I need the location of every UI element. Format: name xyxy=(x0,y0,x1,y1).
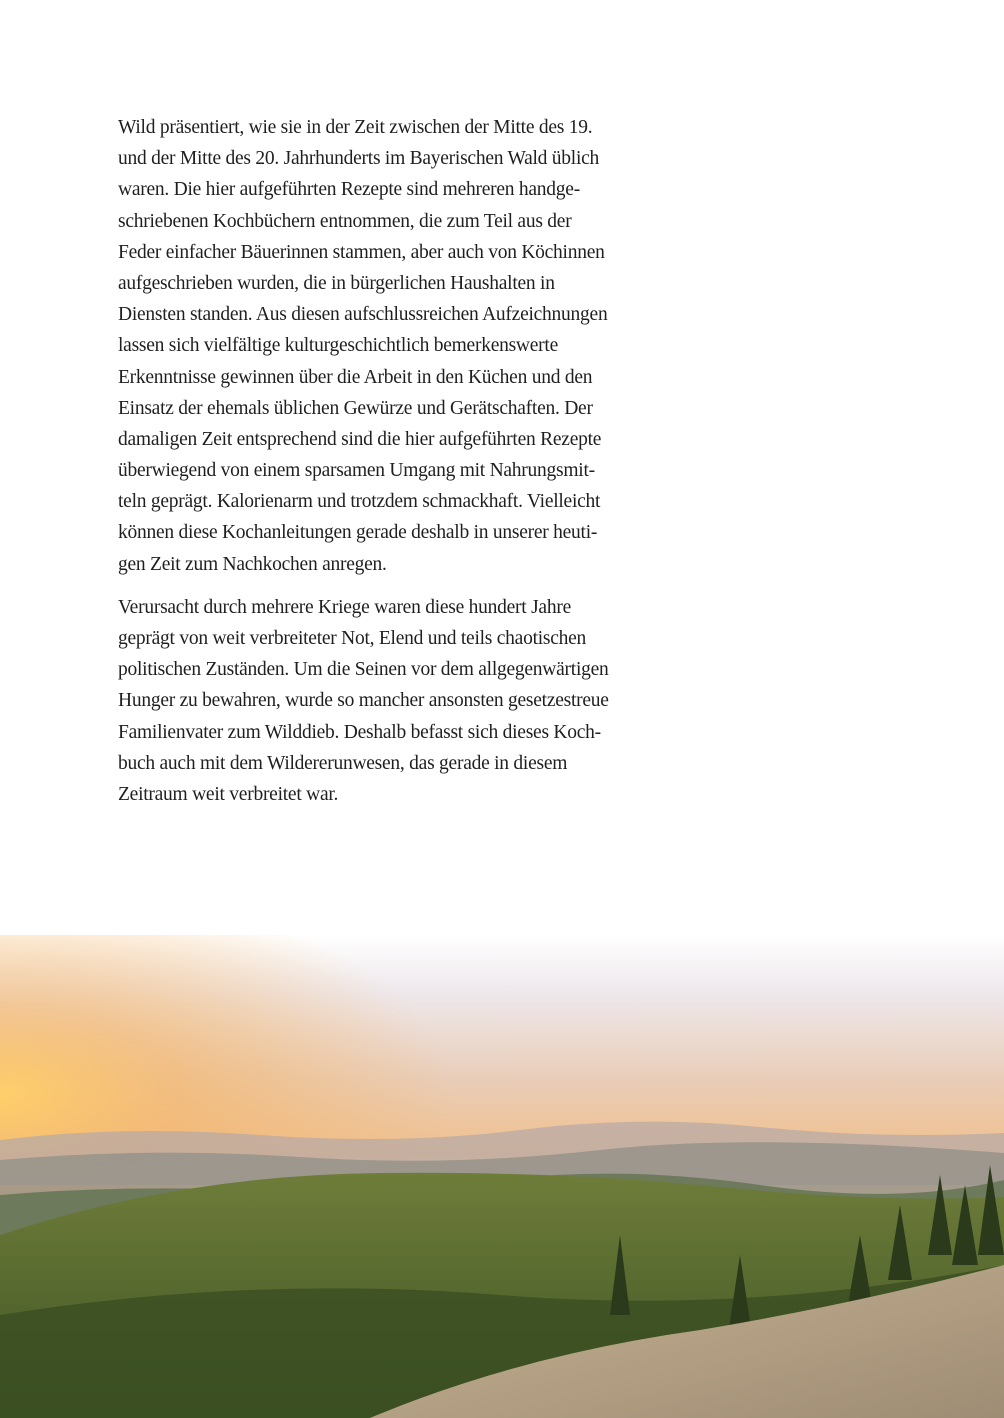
text-line: Zeitraum weit verbreitet war. xyxy=(118,783,339,805)
text-line: buch auch mit dem Wildererunwesen, das gerade in diesem xyxy=(118,752,568,774)
text-line: lassen sich vielfältige kulturgeschichtlich bemerkenswerte xyxy=(118,335,558,357)
text-line: Hunger zu bewahren, wurde so mancher ansonsten gesetzestreue xyxy=(118,690,609,712)
text-line: Verursacht durch mehrere Kriege waren diese hundert Jahre xyxy=(118,596,571,618)
text-line: Diensten standen. Aus diesen aufschlussreichen Aufzeichnungen xyxy=(118,304,608,326)
text-line: Einsatz der ehemals üblichen Gewürze und Gerätschaften. Der xyxy=(118,397,593,419)
paragraph xyxy=(118,592,738,810)
paragraph xyxy=(118,112,738,580)
text-line: waren. Die hier aufgeführten Rezepte sind mehreren handge- xyxy=(118,179,580,201)
text-line: politischen Zuständen. Um die Seinen vor dem allgegenwärtigen xyxy=(118,659,609,681)
text-line: überwiegend von einem sparsamen Umgang mit Nahrungsmit- xyxy=(118,460,595,482)
text-line: Feder einfacher Bäuerinnen stammen, aber auch von Köchinnen xyxy=(118,241,605,263)
text-line: gen Zeit zum Nachkochen anregen. xyxy=(118,553,387,575)
text-line: können diese Kochanleitungen gerade deshalb in unserer heuti- xyxy=(118,522,598,544)
text-line: Familienvater zum Wilddieb. Deshalb befasst sich dieses Koch- xyxy=(118,721,601,743)
body-text xyxy=(118,112,738,822)
text-line: schriebenen Kochbüchern entnommen, die zum Teil aus der xyxy=(118,210,572,232)
text-line: damaligen Zeit entsprechend sind die hier aufgeführten Rezepte xyxy=(118,428,602,450)
text-line: geprägt von weit verbreiteter Not, Elend und teils chaotischen xyxy=(118,628,587,649)
text-line: und der Mitte des 20. Jahrhunderts im Bayerischen Wald üblich xyxy=(118,148,600,170)
landscape-photo xyxy=(0,935,1004,1418)
text-line: Wild präsentiert, wie sie in der Zeit zwischen der Mitte des 19. xyxy=(118,117,593,138)
text-line: teln geprägt. Kalorienarm und trotzdem schmackhaft. Vielleicht xyxy=(118,491,601,513)
text-line: Erkenntnisse gewinnen über die Arbeit in den Küchen und den xyxy=(118,366,593,388)
text-line: aufgeschrieben wurden, die in bürgerlichen Haushalten in xyxy=(118,272,555,294)
